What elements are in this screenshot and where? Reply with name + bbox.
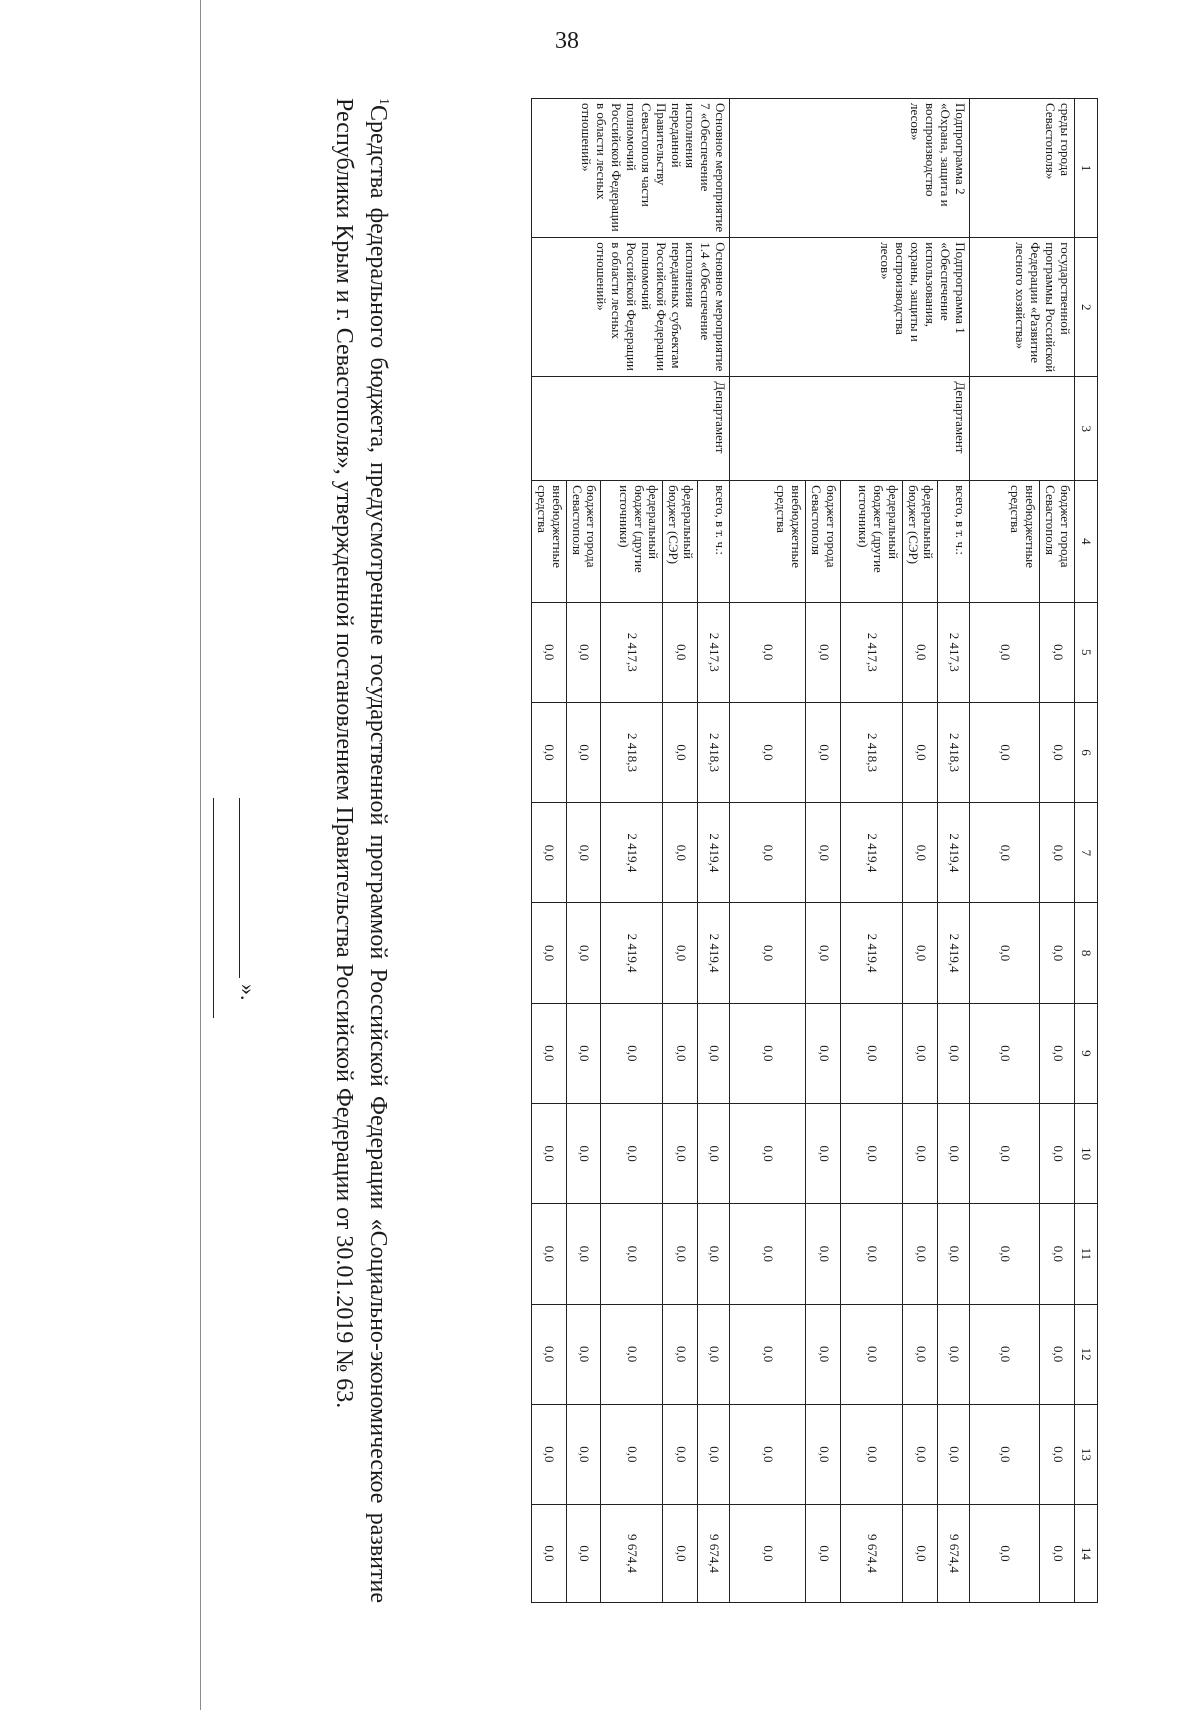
column-header: 10 [1075, 1103, 1098, 1203]
value-cell: 2 419,4 [698, 803, 730, 903]
cell-c2: Подпрограмма 1 «Обеспечение использования, охраны, защиты и воспроизводства лесов» [730, 238, 970, 377]
cell-c1: Подпрограмма 2 «Охрана, защита и воспроизводство лесов» [730, 99, 970, 238]
value-cell: 0,0 [903, 602, 938, 702]
value-cell: 0,0 [938, 1304, 970, 1404]
funding-source-cell: федеральный бюджет (СЭР) [903, 481, 938, 602]
funding-source-cell: федеральный бюджет (другие источники) [601, 481, 663, 602]
value-cell: 0,0 [601, 1204, 663, 1304]
cell-c3: Департамент [730, 377, 970, 481]
column-header: 8 [1075, 903, 1098, 1003]
value-cell: 0,0 [970, 1204, 1040, 1304]
value-cell: 0,0 [663, 1103, 698, 1203]
cell-c3 [970, 377, 1075, 481]
table-row [698, 99, 730, 1603]
value-cell: 9 674,4 [698, 1505, 730, 1603]
value-cell: 2 417,3 [938, 602, 970, 702]
value-cell: 0,0 [970, 1003, 1040, 1103]
value-cell: 9 674,4 [601, 1505, 663, 1603]
budget-table [531, 98, 1098, 1603]
closing-quote: ». [236, 984, 262, 1001]
value-cell: 0,0 [903, 1103, 938, 1203]
value-cell: 0,0 [531, 803, 566, 903]
value-cell: 0,0 [730, 1304, 806, 1404]
footnote [327, 98, 400, 1603]
value-cell: 0,0 [531, 702, 566, 802]
value-cell: 0,0 [531, 1103, 566, 1203]
value-cell: 0,0 [663, 903, 698, 1003]
value-cell: 0,0 [806, 1505, 841, 1603]
value-cell: 0,0 [938, 1404, 970, 1504]
value-cell: 2 418,3 [938, 702, 970, 802]
column-header: 14 [1075, 1505, 1098, 1603]
value-cell: 2 418,3 [841, 702, 903, 802]
value-cell: 0,0 [663, 602, 698, 702]
value-cell: 0,0 [970, 602, 1040, 702]
page-number: 38 [555, 28, 579, 54]
value-cell: 2 419,4 [601, 803, 663, 903]
value-cell: 2 417,3 [841, 602, 903, 702]
value-cell: 2 419,4 [698, 903, 730, 1003]
value-cell: 0,0 [841, 1304, 903, 1404]
column-header: 2 [1075, 238, 1098, 377]
value-cell: 0,0 [566, 1505, 601, 1603]
value-cell: 0,0 [970, 903, 1040, 1003]
value-cell: 0,0 [903, 903, 938, 1003]
value-cell: 0,0 [531, 602, 566, 702]
value-cell: 0,0 [730, 1103, 806, 1203]
column-header: 12 [1075, 1304, 1098, 1404]
table-row [1040, 99, 1075, 1603]
value-cell: 2 419,4 [601, 903, 663, 1003]
funding-source-cell: внебюджетные средства [970, 481, 1040, 602]
value-cell: 0,0 [698, 1003, 730, 1103]
value-cell: 0,0 [730, 602, 806, 702]
value-cell: 0,0 [730, 903, 806, 1003]
value-cell: 9 674,4 [938, 1505, 970, 1603]
value-cell: 0,0 [566, 803, 601, 903]
funding-source-cell: внебюджетные средства [730, 481, 806, 602]
value-cell: 0,0 [806, 1304, 841, 1404]
value-cell: 0,0 [806, 1404, 841, 1504]
value-cell: 0,0 [1040, 1304, 1075, 1404]
value-cell: 0,0 [663, 1404, 698, 1504]
funding-source-cell: внебюджетные средства [531, 481, 566, 602]
value-cell: 0,0 [663, 803, 698, 903]
value-cell: 0,0 [938, 1103, 970, 1203]
value-cell: 0,0 [566, 1304, 601, 1404]
value-cell: 2 419,4 [938, 803, 970, 903]
value-cell: 0,0 [938, 1003, 970, 1103]
value-cell: 0,0 [938, 1204, 970, 1304]
column-header: 5 [1075, 602, 1098, 702]
cell-c2: Основное мероприятие 1.4 «Обеспечение исполнения переданных субъектам Российской Федерации полномочий Российской Федерации в области лесных отношений» [531, 238, 730, 377]
value-cell: 0,0 [970, 1304, 1040, 1404]
funding-source-cell: федеральный бюджет (другие источники) [841, 481, 903, 602]
value-cell: 0,0 [970, 803, 1040, 903]
column-header: 7 [1075, 803, 1098, 903]
value-cell: 0,0 [841, 1204, 903, 1304]
value-cell: 0,0 [566, 602, 601, 702]
value-cell: 0,0 [1040, 1003, 1075, 1103]
value-cell: 0,0 [566, 702, 601, 802]
value-cell: 0,0 [663, 1505, 698, 1603]
value-cell: 0,0 [566, 903, 601, 1003]
value-cell: 0,0 [566, 1204, 601, 1304]
value-cell: 0,0 [970, 1404, 1040, 1504]
value-cell: 0,0 [663, 702, 698, 802]
value-cell: 0,0 [730, 702, 806, 802]
value-cell: 2 418,3 [601, 702, 663, 802]
table-header [1075, 99, 1098, 1603]
value-cell: 2 417,3 [601, 602, 663, 702]
rotated-page-content [163, 98, 1098, 1603]
value-cell: 0,0 [1040, 1404, 1075, 1504]
value-cell: 0,0 [806, 1204, 841, 1304]
funding-source-cell: бюджет города Севастополя [806, 481, 841, 602]
value-cell: 0,0 [730, 1404, 806, 1504]
footnote-marker: 1 [376, 98, 391, 105]
value-cell: 0,0 [566, 1003, 601, 1103]
cell-c3: Департамент [531, 377, 730, 481]
footnote-text: Средства федерального бюджета, предусмотренные государственной программой Российской Федерации «Социально-экономическое развитие Республики Крым и г. Севастополя», утвержденной постановлением Правительства Российской Федерации от 30.01.2019 № 63. [331, 98, 391, 1603]
value-cell: 0,0 [1040, 1505, 1075, 1603]
value-cell: 2 419,4 [841, 903, 903, 1003]
value-cell: 0,0 [806, 803, 841, 903]
value-cell: 0,0 [806, 1103, 841, 1203]
value-cell: 0,0 [730, 1204, 806, 1304]
value-cell: 0,0 [730, 1505, 806, 1603]
value-cell: 0,0 [841, 1404, 903, 1504]
value-cell: 0,0 [698, 1404, 730, 1504]
value-cell: 0,0 [806, 602, 841, 702]
cell-c1: среды города Севастополя» [970, 99, 1075, 238]
value-cell: 0,0 [903, 1505, 938, 1603]
value-cell: 0,0 [531, 903, 566, 1003]
value-cell: 0,0 [601, 1103, 663, 1203]
value-cell: 0,0 [806, 1003, 841, 1103]
table-body [531, 99, 1074, 1603]
value-cell: 0,0 [730, 803, 806, 903]
column-header: 9 [1075, 1003, 1098, 1103]
value-cell: 0,0 [663, 1304, 698, 1404]
funding-source-cell: бюджет города Севастополя [566, 481, 601, 602]
value-cell: 0,0 [531, 1505, 566, 1603]
value-cell: 0,0 [566, 1404, 601, 1504]
cell-c1: Основное мероприятие 7 «Обеспечение исполнения переданной Правительству Севастополя части полномочий Российской Федерации в области лесных отношений» [531, 99, 730, 238]
end-separator-line [213, 798, 214, 1018]
value-cell: 0,0 [663, 1003, 698, 1103]
value-cell: 0,0 [601, 1304, 663, 1404]
funding-source-cell: федеральный бюджет (СЭР) [663, 481, 698, 602]
value-cell: 0,0 [531, 1404, 566, 1504]
value-cell: 0,0 [970, 702, 1040, 802]
value-cell: 0,0 [903, 1304, 938, 1404]
value-cell: 0,0 [903, 1003, 938, 1103]
column-header: 13 [1075, 1404, 1098, 1504]
value-cell: 0,0 [806, 903, 841, 1003]
funding-source-cell: всего, в т. ч.: [938, 481, 970, 602]
value-cell: 0,0 [841, 1003, 903, 1103]
value-cell: 0,0 [601, 1003, 663, 1103]
value-cell: 0,0 [531, 1204, 566, 1304]
value-cell: 0,0 [531, 1003, 566, 1103]
column-header: 4 [1075, 481, 1098, 602]
value-cell: 0,0 [903, 702, 938, 802]
value-cell: 0,0 [970, 1103, 1040, 1203]
value-cell: 2 419,4 [938, 903, 970, 1003]
value-cell: 0,0 [806, 702, 841, 802]
closing-mark [235, 798, 263, 1018]
value-cell: 0,0 [1040, 903, 1075, 1003]
funding-source-cell: всего, в т. ч.: [698, 481, 730, 602]
cell-c2: государственной программы Российской Федерации «Развитие лесного хозяйства» [970, 238, 1075, 377]
value-cell: 0,0 [663, 1204, 698, 1304]
value-cell: 2 418,3 [698, 702, 730, 802]
value-cell: 0,0 [698, 1103, 730, 1203]
value-cell: 0,0 [1040, 1204, 1075, 1304]
column-header: 1 [1075, 99, 1098, 238]
closing-dash [239, 798, 258, 978]
funding-source-cell: бюджет города Севастополя [1040, 481, 1075, 602]
value-cell: 0,0 [1040, 602, 1075, 702]
value-cell: 0,0 [531, 1304, 566, 1404]
value-cell: 0,0 [903, 1204, 938, 1304]
value-cell: 0,0 [1040, 1103, 1075, 1203]
value-cell: 0,0 [1040, 803, 1075, 903]
value-cell: 0,0 [841, 1103, 903, 1203]
value-cell: 0,0 [698, 1204, 730, 1304]
value-cell: 9 674,4 [841, 1505, 903, 1603]
header-row [1075, 99, 1098, 1603]
value-cell: 0,0 [903, 803, 938, 903]
table-row [938, 99, 970, 1603]
column-header: 6 [1075, 702, 1098, 802]
value-cell: 0,0 [698, 1304, 730, 1404]
value-cell: 0,0 [903, 1404, 938, 1504]
value-cell: 2 417,3 [698, 602, 730, 702]
column-header: 11 [1075, 1204, 1098, 1304]
value-cell: 0,0 [1040, 702, 1075, 802]
value-cell: 0,0 [566, 1103, 601, 1203]
value-cell: 0,0 [970, 1505, 1040, 1603]
column-header: 3 [1075, 377, 1098, 481]
value-cell: 2 419,4 [841, 803, 903, 903]
value-cell: 0,0 [730, 1003, 806, 1103]
value-cell: 0,0 [601, 1404, 663, 1504]
